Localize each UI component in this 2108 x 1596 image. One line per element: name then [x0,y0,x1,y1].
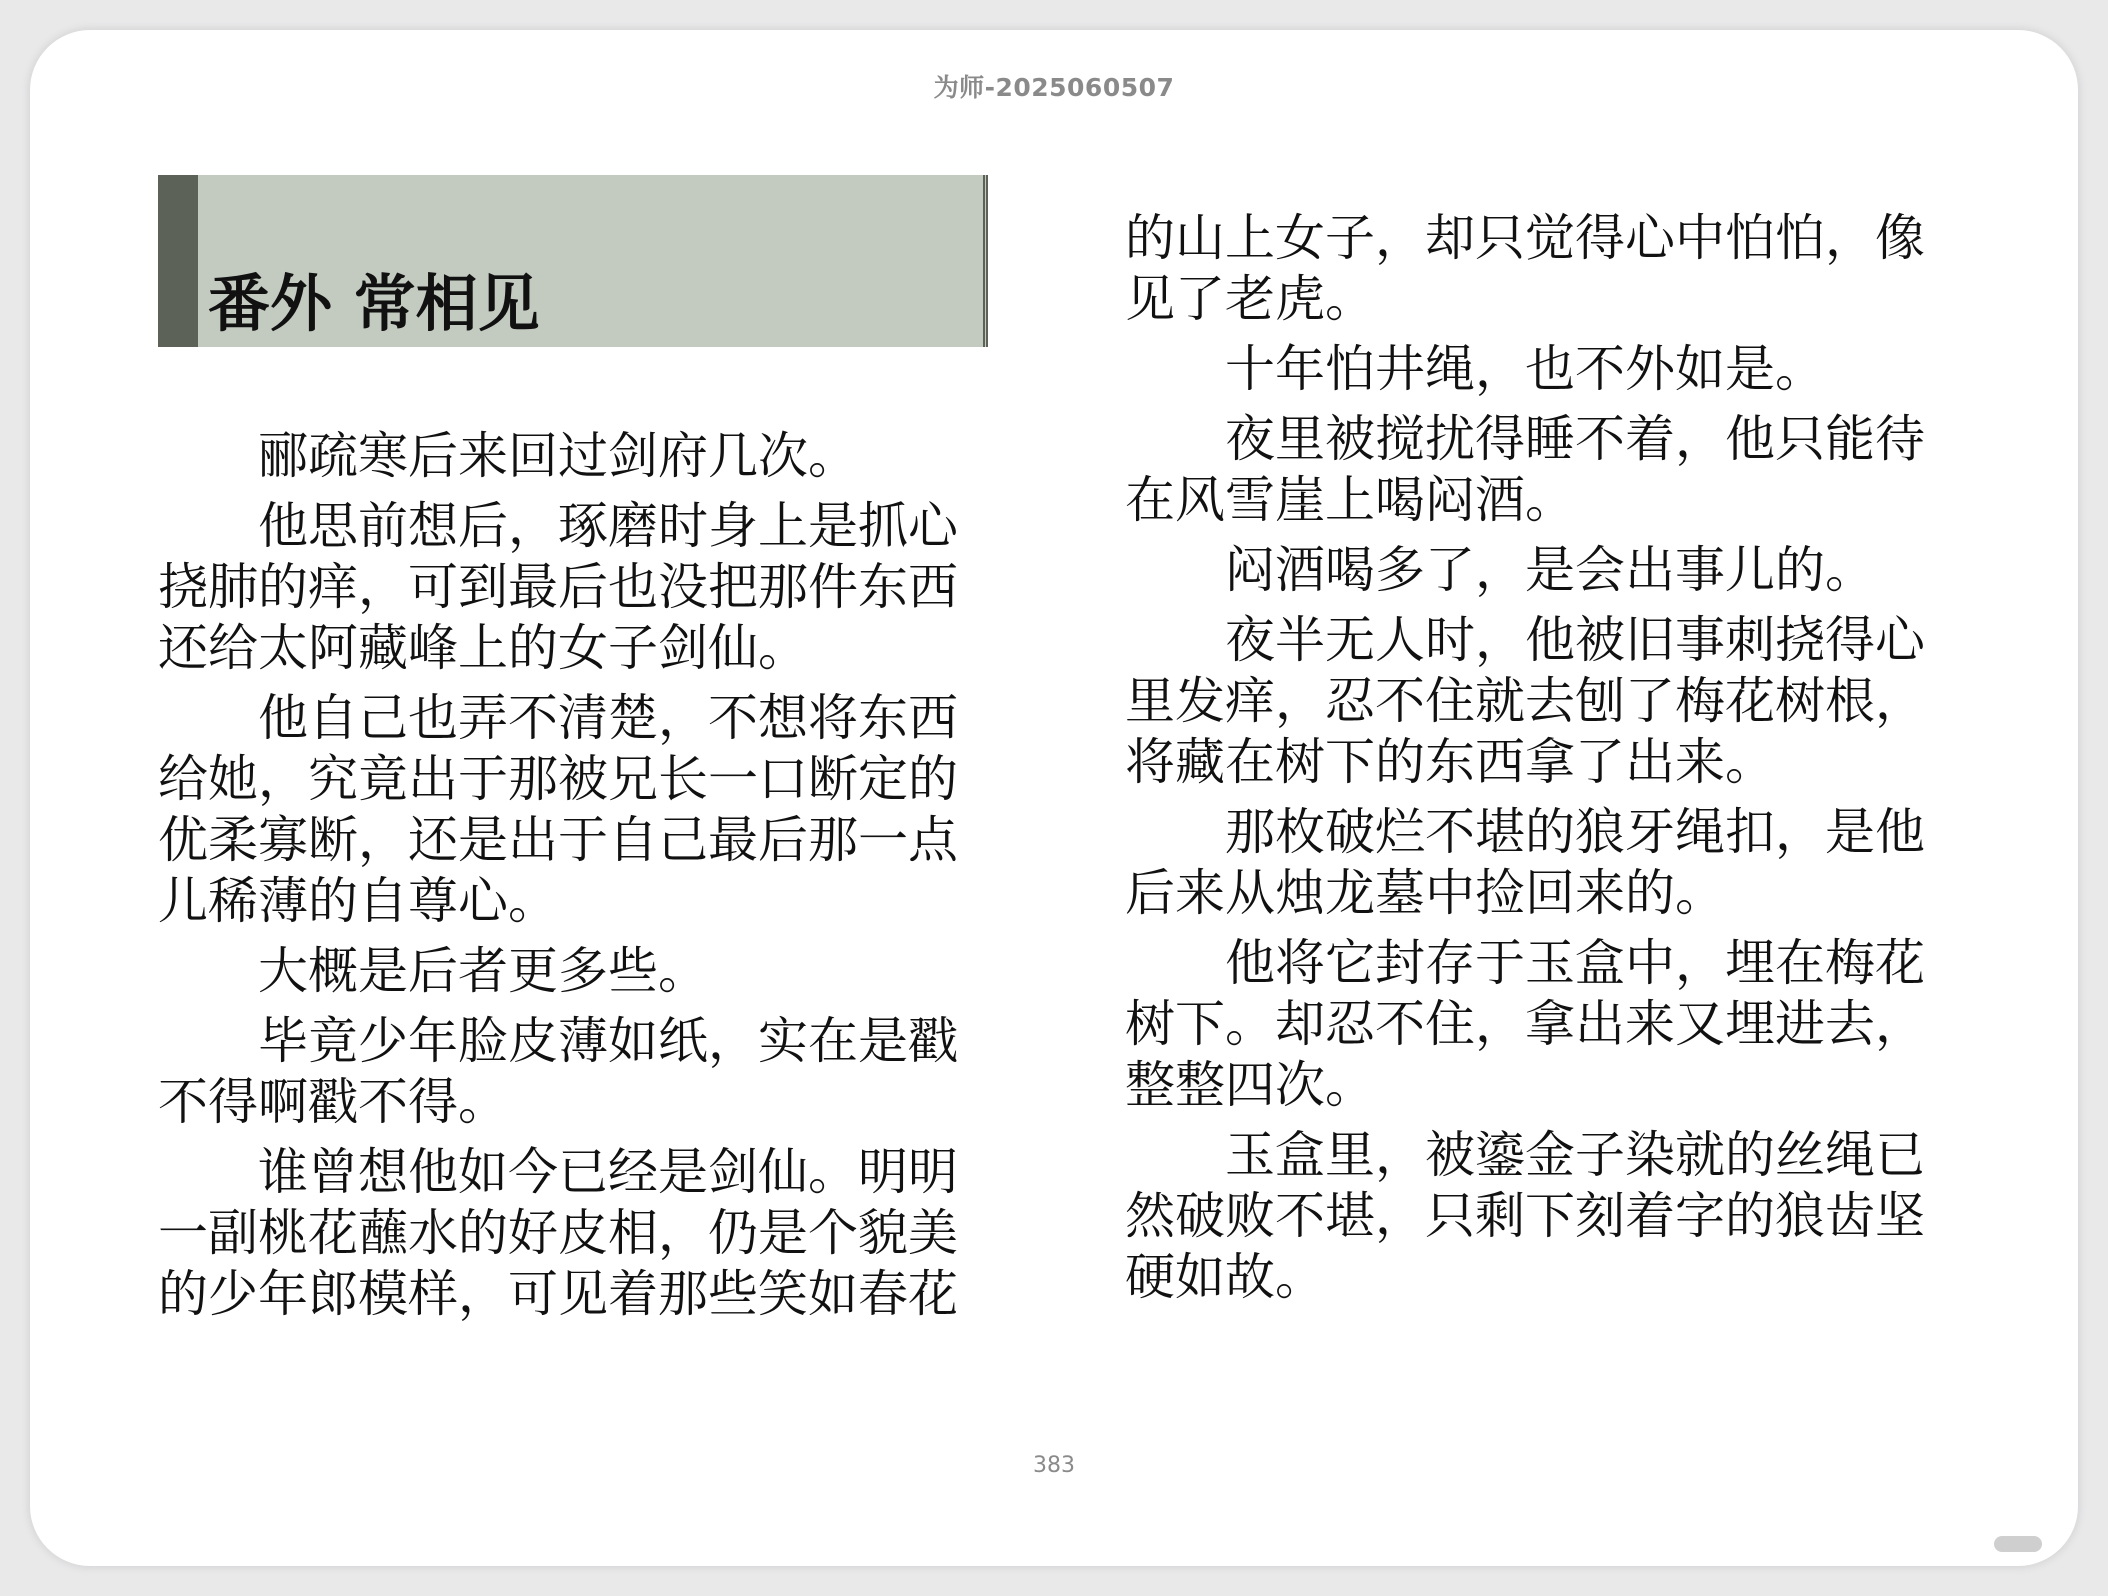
paragraph: 闷酒喝多了，是会出事儿的。 [1225,541,1875,599]
book-title: 为师-2025060507 [933,73,1175,102]
paragraph: 夜里被搅扰得睡不着，他只能待在风雪崖上喝闷酒。 [1125,410,1925,529]
right-column-text [1125,208,1935,1317]
page-number: 383 [1033,1453,1075,1478]
paragraph: 他思前想后，琢磨时身上是抓心挠肺的痒，可到最后也没把那件东西还给太阿藏峰上的女子剑仙。 [158,497,958,677]
paragraph: 毕竟少年脸皮薄如纸，实在是戳不得啊戳不得。 [158,1012,958,1131]
paragraph: 十年怕井绳，也不外如是。 [1225,340,1825,398]
paragraph: 谁曾想他如今已经是剑仙。明明一副桃花蘸水的好皮相，仍是个貌美的少年郎模样，可见着那些笑如春花 [158,1143,958,1323]
left-column-text [158,426,968,1334]
reader-page[interactable] [30,30,2078,1566]
paragraph: 大概是后者更多些。 [258,942,708,1000]
paragraph: 夜半无人时，他被旧事刺挠得心里发痒，忍不住就去刨了梅花树根，将藏在树下的东西拿了出来。 [1125,611,1925,791]
home-indicator[interactable] [1994,1536,2042,1552]
paragraph-continued: 的山上女子，却只觉得心中怕怕，像见了老虎。 [1125,209,1925,328]
paragraph: 玉盒里，被鎏金子染就的丝绳已然破败不堪，只剩下刻着字的狼齿坚硬如故。 [1125,1126,1925,1306]
paragraph: 郦疏寒后来回过剑府几次。 [258,427,858,485]
paragraph: 他自己也弄不清楚，不想将东西给她，究竟出于那被兄长一口断定的优柔寡断，还是出于自己最后那一点儿稀薄的自尊心。 [158,689,958,930]
paragraph: 他将它封存于玉盒中，埋在梅花树下。却忍不住，拿出来又埋进去，整整四次。 [1125,934,1925,1114]
chapter-title: 番外 常相见 [208,266,540,340]
paragraph: 那枚破烂不堪的狼牙绳扣，是他后来从烛龙墓中捡回来的。 [1125,803,1925,922]
chapter-banner [158,175,988,347]
